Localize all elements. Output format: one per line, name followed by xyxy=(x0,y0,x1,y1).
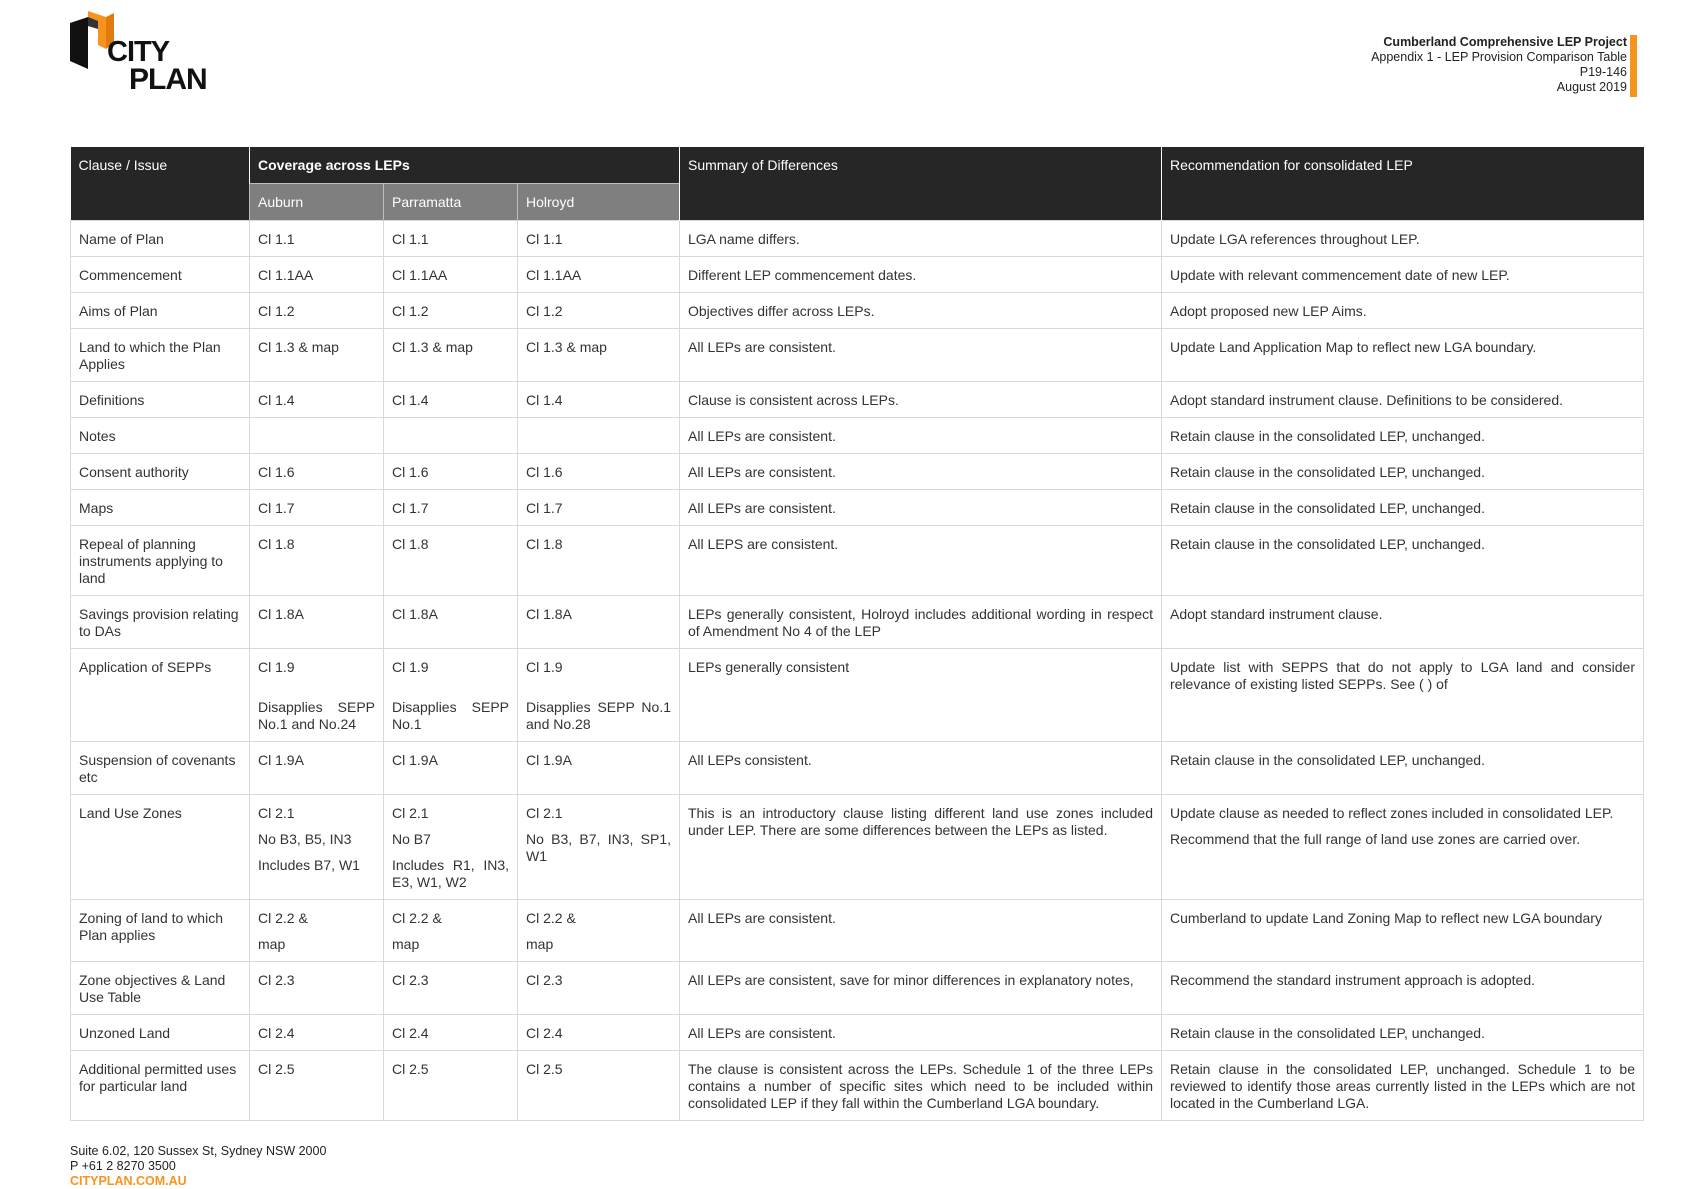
cell-parramatta xyxy=(384,1015,518,1051)
cell-paragraph: Update clause as needed to reflect zones included in consolidated LEP. xyxy=(1170,805,1614,821)
cell-paragraph: Cl 1.9 xyxy=(258,659,295,675)
cell-auburn xyxy=(250,526,384,596)
document-header xyxy=(1371,35,1637,95)
table-body xyxy=(71,221,1644,1121)
cell-summary xyxy=(680,329,1162,382)
cell-auburn xyxy=(250,454,384,490)
cell-paragraph: Cl 1.6 xyxy=(526,464,563,480)
cell-summary xyxy=(680,649,1162,742)
cell-paragraph: map xyxy=(392,936,420,952)
footer-address: Suite 6.02, 120 Sussex St, Sydney NSW 2000 xyxy=(70,1144,327,1158)
cell-auburn xyxy=(250,900,384,962)
cell-paragraph: Cl 1.8 xyxy=(392,536,429,552)
table-row xyxy=(71,293,1644,329)
cell-paragraph: Retain clause in the consolidated LEP, unchanged. xyxy=(1170,464,1485,480)
cell-holroyd xyxy=(518,221,680,257)
cell-clause: Maps xyxy=(71,490,250,526)
cell-auburn xyxy=(250,490,384,526)
cell-recommendation xyxy=(1162,454,1644,490)
cell-paragraph: Cl 1.6 xyxy=(392,464,429,480)
cell-paragraph: Cl 2.3 xyxy=(526,972,563,988)
footer-website-link[interactable]: CITYPLAN.COM.AU xyxy=(70,1174,187,1188)
cell-recommendation xyxy=(1162,795,1644,900)
cell-holroyd xyxy=(518,900,680,962)
cell-paragraph: Cl 1.7 xyxy=(392,500,429,516)
cell-paragraph: Retain clause in the consolidated LEP, unchanged. xyxy=(1170,752,1485,768)
cell-paragraph: LGA name differs. xyxy=(688,231,800,247)
cell-paragraph: Includes R1, IN3, E3, W1, W2 xyxy=(392,857,509,890)
cell-paragraph: Cl 1.9A xyxy=(526,752,572,768)
cell-holroyd xyxy=(518,329,680,382)
cell-recommendation xyxy=(1162,418,1644,454)
cell-parramatta xyxy=(384,221,518,257)
cell-clause: Repeal of planning instruments applying to land xyxy=(71,526,250,596)
table-header-row xyxy=(71,147,1644,184)
cell-holroyd xyxy=(518,293,680,329)
cell-paragraph: Recommend the standard instrument approach is adopted. xyxy=(1170,972,1535,988)
cell-holroyd xyxy=(518,596,680,649)
cell-holroyd xyxy=(518,1051,680,1121)
cell-paragraph: Retain clause in the consolidated LEP, unchanged. xyxy=(1170,536,1485,552)
cell-auburn xyxy=(250,1015,384,1051)
cell-recommendation xyxy=(1162,329,1644,382)
cell-auburn xyxy=(250,962,384,1015)
cell-auburn xyxy=(250,257,384,293)
cell-paragraph: Cl 2.4 xyxy=(392,1025,429,1041)
cell-paragraph: Cl 2.5 xyxy=(526,1061,563,1077)
cell-summary xyxy=(680,900,1162,962)
page-footer xyxy=(70,1144,326,1189)
cell-recommendation xyxy=(1162,526,1644,596)
cityplan-logo-text xyxy=(106,36,207,96)
cell-paragraph: All LEPs are consistent. xyxy=(688,1025,836,1041)
table-row xyxy=(71,795,1644,900)
cell-paragraph: Cl 2.5 xyxy=(392,1061,429,1077)
cell-paragraph: Cl 1.2 xyxy=(258,303,295,319)
cell-paragraph: All LEPs consistent. xyxy=(688,752,812,768)
cell-clause: Savings provision relating to DAs xyxy=(71,596,250,649)
cell-paragraph: All LEPs are consistent. xyxy=(688,464,836,480)
cell-paragraph: Cl 1.1 xyxy=(526,231,563,247)
document-date: August 2019 xyxy=(1556,80,1627,94)
cell-paragraph: Cl 1.8 xyxy=(258,536,295,552)
cell-parramatta xyxy=(384,962,518,1015)
cell-paragraph: Includes B7, W1 xyxy=(258,857,360,873)
cell-paragraph: Cl 1.1AA xyxy=(392,267,448,283)
cell-holroyd xyxy=(518,795,680,900)
cell-paragraph: Cl 1.9 xyxy=(392,659,429,675)
cell-holroyd xyxy=(518,742,680,795)
cell-clause: Application of SEPPs xyxy=(71,649,250,742)
cell-paragraph: Cl 1.4 xyxy=(526,392,563,408)
cell-paragraph: No B3, B7, IN3, SP1, W1 xyxy=(526,831,671,864)
table-row xyxy=(71,257,1644,293)
table-row xyxy=(71,1015,1644,1051)
cell-paragraph: Cl 1.3 & map xyxy=(392,339,473,355)
cell-parramatta xyxy=(384,257,518,293)
cell-auburn xyxy=(250,382,384,418)
cell-parramatta xyxy=(384,795,518,900)
cell-recommendation xyxy=(1162,649,1644,742)
cell-clause: Suspension of covenants etc xyxy=(71,742,250,795)
cell-parramatta xyxy=(384,742,518,795)
cell-recommendation xyxy=(1162,900,1644,962)
cell-paragraph: map xyxy=(526,936,554,952)
cell-summary xyxy=(680,293,1162,329)
table-row xyxy=(71,490,1644,526)
cell-summary xyxy=(680,382,1162,418)
cell-paragraph: Disapplies SEPP No.1 xyxy=(392,699,509,732)
cell-parramatta xyxy=(384,454,518,490)
table-row xyxy=(71,900,1644,962)
cell-paragraph: Cl 1.9A xyxy=(258,752,304,768)
cell-paragraph: Cl 2.2 & xyxy=(392,910,442,926)
cell-paragraph: Cumberland to update Land Zoning Map to reflect new LGA boundary xyxy=(1170,910,1602,926)
cell-parramatta xyxy=(384,382,518,418)
cell-paragraph: Disapplies SEPP No.1 and No.28 xyxy=(526,699,671,732)
table-row xyxy=(71,596,1644,649)
cell-paragraph: Cl 2.2 & xyxy=(526,910,576,926)
cell-paragraph: Adopt standard instrument clause. Definitions to be considered. xyxy=(1170,392,1564,408)
cell-recommendation xyxy=(1162,1015,1644,1051)
cell-auburn xyxy=(250,742,384,795)
cell-holroyd xyxy=(518,257,680,293)
cell-auburn xyxy=(250,329,384,382)
cell-summary xyxy=(680,795,1162,900)
cityplan-logo xyxy=(70,9,230,95)
cell-paragraph: The clause is consistent across the LEPs. Schedule 1 of the three LEPs contains a number of specific sites which need to be included within consolidated LEP if they fall within the Cumberland LGA boundary. xyxy=(688,1061,1153,1111)
cell-clause: Zoning of land to which Plan applies xyxy=(71,900,250,962)
cell-paragraph: Cl 1.1 xyxy=(258,231,295,247)
cell-paragraph: Update list with SEPPS that do not apply to LGA land and consider relevance of existing listed SEPPs. See ( ) of xyxy=(1170,659,1635,692)
cell-recommendation xyxy=(1162,382,1644,418)
cell-paragraph: Cl 1.8A xyxy=(392,606,438,622)
cell-holroyd xyxy=(518,649,680,742)
cell-holroyd xyxy=(518,454,680,490)
lep-comparison-table xyxy=(70,147,1644,1121)
cell-paragraph: LEPs generally consistent xyxy=(688,659,850,675)
table-row xyxy=(71,454,1644,490)
table-row xyxy=(71,526,1644,596)
cell-summary xyxy=(680,962,1162,1015)
logo-line-city: CITY xyxy=(107,36,170,68)
cell-recommendation xyxy=(1162,490,1644,526)
cell-paragraph: Update with relevant commencement date of new LEP. xyxy=(1170,267,1510,283)
cell-clause: Additional permitted uses for particular land xyxy=(71,1051,250,1121)
cell-paragraph: Recommend that the full range of land use zones are carried over. xyxy=(1170,831,1581,847)
header-coverage: Coverage across LEPs xyxy=(250,147,680,184)
cell-paragraph: Cl 1.6 xyxy=(258,464,295,480)
cell-holroyd xyxy=(518,526,680,596)
cell-parramatta xyxy=(384,1051,518,1121)
cell-holroyd xyxy=(518,382,680,418)
cell-paragraph: Cl 1.1 xyxy=(392,231,429,247)
cell-paragraph: Retain clause in the consolidated LEP, unchanged. xyxy=(1170,500,1485,516)
cell-auburn xyxy=(250,596,384,649)
cell-holroyd xyxy=(518,490,680,526)
cell-clause: Unzoned Land xyxy=(71,1015,250,1051)
cell-clause: Zone objectives & Land Use Table xyxy=(71,962,250,1015)
cell-recommendation xyxy=(1162,221,1644,257)
cell-summary xyxy=(680,454,1162,490)
header-holroyd: Holroyd xyxy=(518,184,680,221)
cell-paragraph: Cl 2.1 xyxy=(392,805,429,821)
cell-paragraph: Cl 1.1AA xyxy=(258,267,314,283)
logo-line-plan: PLAN xyxy=(129,63,207,96)
cell-auburn xyxy=(250,418,384,454)
cell-parramatta xyxy=(384,490,518,526)
cell-recommendation xyxy=(1162,742,1644,795)
cell-recommendation xyxy=(1162,1051,1644,1121)
cell-summary xyxy=(680,526,1162,596)
document-subtitle: Appendix 1 - LEP Provision Comparison Table xyxy=(1371,50,1627,64)
cell-summary xyxy=(680,221,1162,257)
cell-paragraph: Objectives differ across LEPs. xyxy=(688,303,875,319)
cell-paragraph: Disapplies SEPP No.1 and No.24 xyxy=(258,699,375,732)
cell-summary xyxy=(680,1051,1162,1121)
cell-paragraph: No B7 xyxy=(392,831,431,847)
cell-paragraph: Retain clause in the consolidated LEP, unchanged. xyxy=(1170,1025,1485,1041)
header-clause: Clause / Issue xyxy=(71,147,250,221)
cell-paragraph: Cl 1.3 & map xyxy=(526,339,607,355)
cell-clause: Name of Plan xyxy=(71,221,250,257)
table-row xyxy=(71,649,1644,742)
cell-paragraph: Cl 1.8 xyxy=(526,536,563,552)
table-row xyxy=(71,382,1644,418)
cell-auburn xyxy=(250,221,384,257)
cell-summary xyxy=(680,742,1162,795)
cell-paragraph: Cl 1.7 xyxy=(526,500,563,516)
cell-clause: Consent authority xyxy=(71,454,250,490)
cell-clause: Aims of Plan xyxy=(71,293,250,329)
header-accent-bar xyxy=(1630,35,1637,97)
cell-auburn xyxy=(250,649,384,742)
cell-paragraph: Cl 1.8A xyxy=(526,606,572,622)
document-title: Cumberland Comprehensive LEP Project xyxy=(1383,35,1627,49)
cell-holroyd xyxy=(518,1015,680,1051)
cell-paragraph: Cl 2.3 xyxy=(258,972,295,988)
document-reference: P19-146 xyxy=(1579,65,1627,79)
cell-paragraph: Cl 1.9A xyxy=(392,752,438,768)
cell-paragraph: Cl 1.8A xyxy=(258,606,304,622)
cell-paragraph: Cl 2.1 xyxy=(258,805,295,821)
cell-paragraph: Cl 1.3 & map xyxy=(258,339,339,355)
cell-paragraph: Cl 1.4 xyxy=(258,392,295,408)
cell-paragraph: Cl 2.4 xyxy=(258,1025,295,1041)
cell-paragraph: Cl 2.4 xyxy=(526,1025,563,1041)
cell-auburn xyxy=(250,293,384,329)
cell-parramatta xyxy=(384,293,518,329)
cell-clause: Commencement xyxy=(71,257,250,293)
cell-paragraph: Cl 2.5 xyxy=(258,1061,295,1077)
header-auburn: Auburn xyxy=(250,184,384,221)
cell-summary xyxy=(680,418,1162,454)
cell-holroyd xyxy=(518,962,680,1015)
cell-paragraph: Cl 2.1 xyxy=(526,805,563,821)
cell-paragraph: Adopt proposed new LEP Aims. xyxy=(1170,303,1367,319)
cell-summary xyxy=(680,1015,1162,1051)
table-row xyxy=(71,221,1644,257)
header-summary: Summary of Differences xyxy=(680,147,1162,221)
cell-auburn xyxy=(250,795,384,900)
cell-paragraph: map xyxy=(258,936,286,952)
cell-paragraph: Update LGA references throughout LEP. xyxy=(1170,231,1420,247)
cell-paragraph: LEPs generally consistent, Holroyd includes additional wording in respect of Amendment No 4 of the LEP xyxy=(688,606,1153,639)
header-parramatta: Parramatta xyxy=(384,184,518,221)
cell-auburn xyxy=(250,1051,384,1121)
cell-recommendation xyxy=(1162,962,1644,1015)
table-row xyxy=(71,1051,1644,1121)
cell-paragraph: Different LEP commencement dates. xyxy=(688,267,917,283)
cell-paragraph: Cl 2.3 xyxy=(392,972,429,988)
cell-paragraph: All LEPS are consistent. xyxy=(688,536,839,552)
cell-paragraph: Clause is consistent across LEPs. xyxy=(688,392,899,408)
cell-paragraph: Cl 1.2 xyxy=(392,303,429,319)
cell-clause: Land to which the Plan Applies xyxy=(71,329,250,382)
cell-parramatta xyxy=(384,649,518,742)
cell-paragraph: Cl 1.7 xyxy=(258,500,295,516)
cell-summary xyxy=(680,490,1162,526)
cell-parramatta xyxy=(384,329,518,382)
table-row xyxy=(71,962,1644,1015)
header-recommendation: Recommendation for consolidated LEP xyxy=(1162,147,1644,221)
cell-recommendation xyxy=(1162,293,1644,329)
table-row xyxy=(71,742,1644,795)
cell-paragraph: All LEPs are consistent. xyxy=(688,428,836,444)
cell-paragraph: Retain clause in the consolidated LEP, unchanged. Schedule 1 to be reviewed to identify those areas currently listed in the LEPs which are not located in the Cumberland LGA. xyxy=(1170,1061,1635,1111)
cell-paragraph: Cl 1.1AA xyxy=(526,267,582,283)
cell-clause: Definitions xyxy=(71,382,250,418)
cell-paragraph: All LEPs are consistent. xyxy=(688,500,836,516)
cell-summary xyxy=(680,596,1162,649)
table-row xyxy=(71,329,1644,382)
table-row xyxy=(71,418,1644,454)
cell-paragraph: Retain clause in the consolidated LEP, unchanged. xyxy=(1170,428,1485,444)
cell-paragraph: Cl 1.9 xyxy=(526,659,563,675)
cell-paragraph: Cl 1.4 xyxy=(392,392,429,408)
cell-paragraph: Cl 1.2 xyxy=(526,303,563,319)
cell-paragraph: This is an introductory clause listing different land use zones included under LEP. There are some differences between the LEPs as listed. xyxy=(688,805,1153,838)
footer-phone: P +61 2 8270 3500 xyxy=(70,1159,176,1173)
cell-paragraph: Cl 2.2 & xyxy=(258,910,308,926)
cell-parramatta xyxy=(384,418,518,454)
cell-clause: Land Use Zones xyxy=(71,795,250,900)
cell-paragraph: All LEPs are consistent. xyxy=(688,910,836,926)
cell-parramatta xyxy=(384,900,518,962)
cell-parramatta xyxy=(384,526,518,596)
cell-recommendation xyxy=(1162,596,1644,649)
cell-clause: Notes xyxy=(71,418,250,454)
cell-paragraph: All LEPs are consistent. xyxy=(688,339,836,355)
cell-parramatta xyxy=(384,596,518,649)
cell-paragraph: Adopt standard instrument clause. xyxy=(1170,606,1383,622)
cell-paragraph: All LEPs are consistent, save for minor differences in explanatory notes, xyxy=(688,972,1134,988)
cell-summary xyxy=(680,257,1162,293)
cell-paragraph: No B3, B5, IN3 xyxy=(258,831,352,847)
cell-paragraph: Update Land Application Map to reflect new LGA boundary. xyxy=(1170,339,1537,355)
cell-recommendation xyxy=(1162,257,1644,293)
cell-holroyd xyxy=(518,418,680,454)
